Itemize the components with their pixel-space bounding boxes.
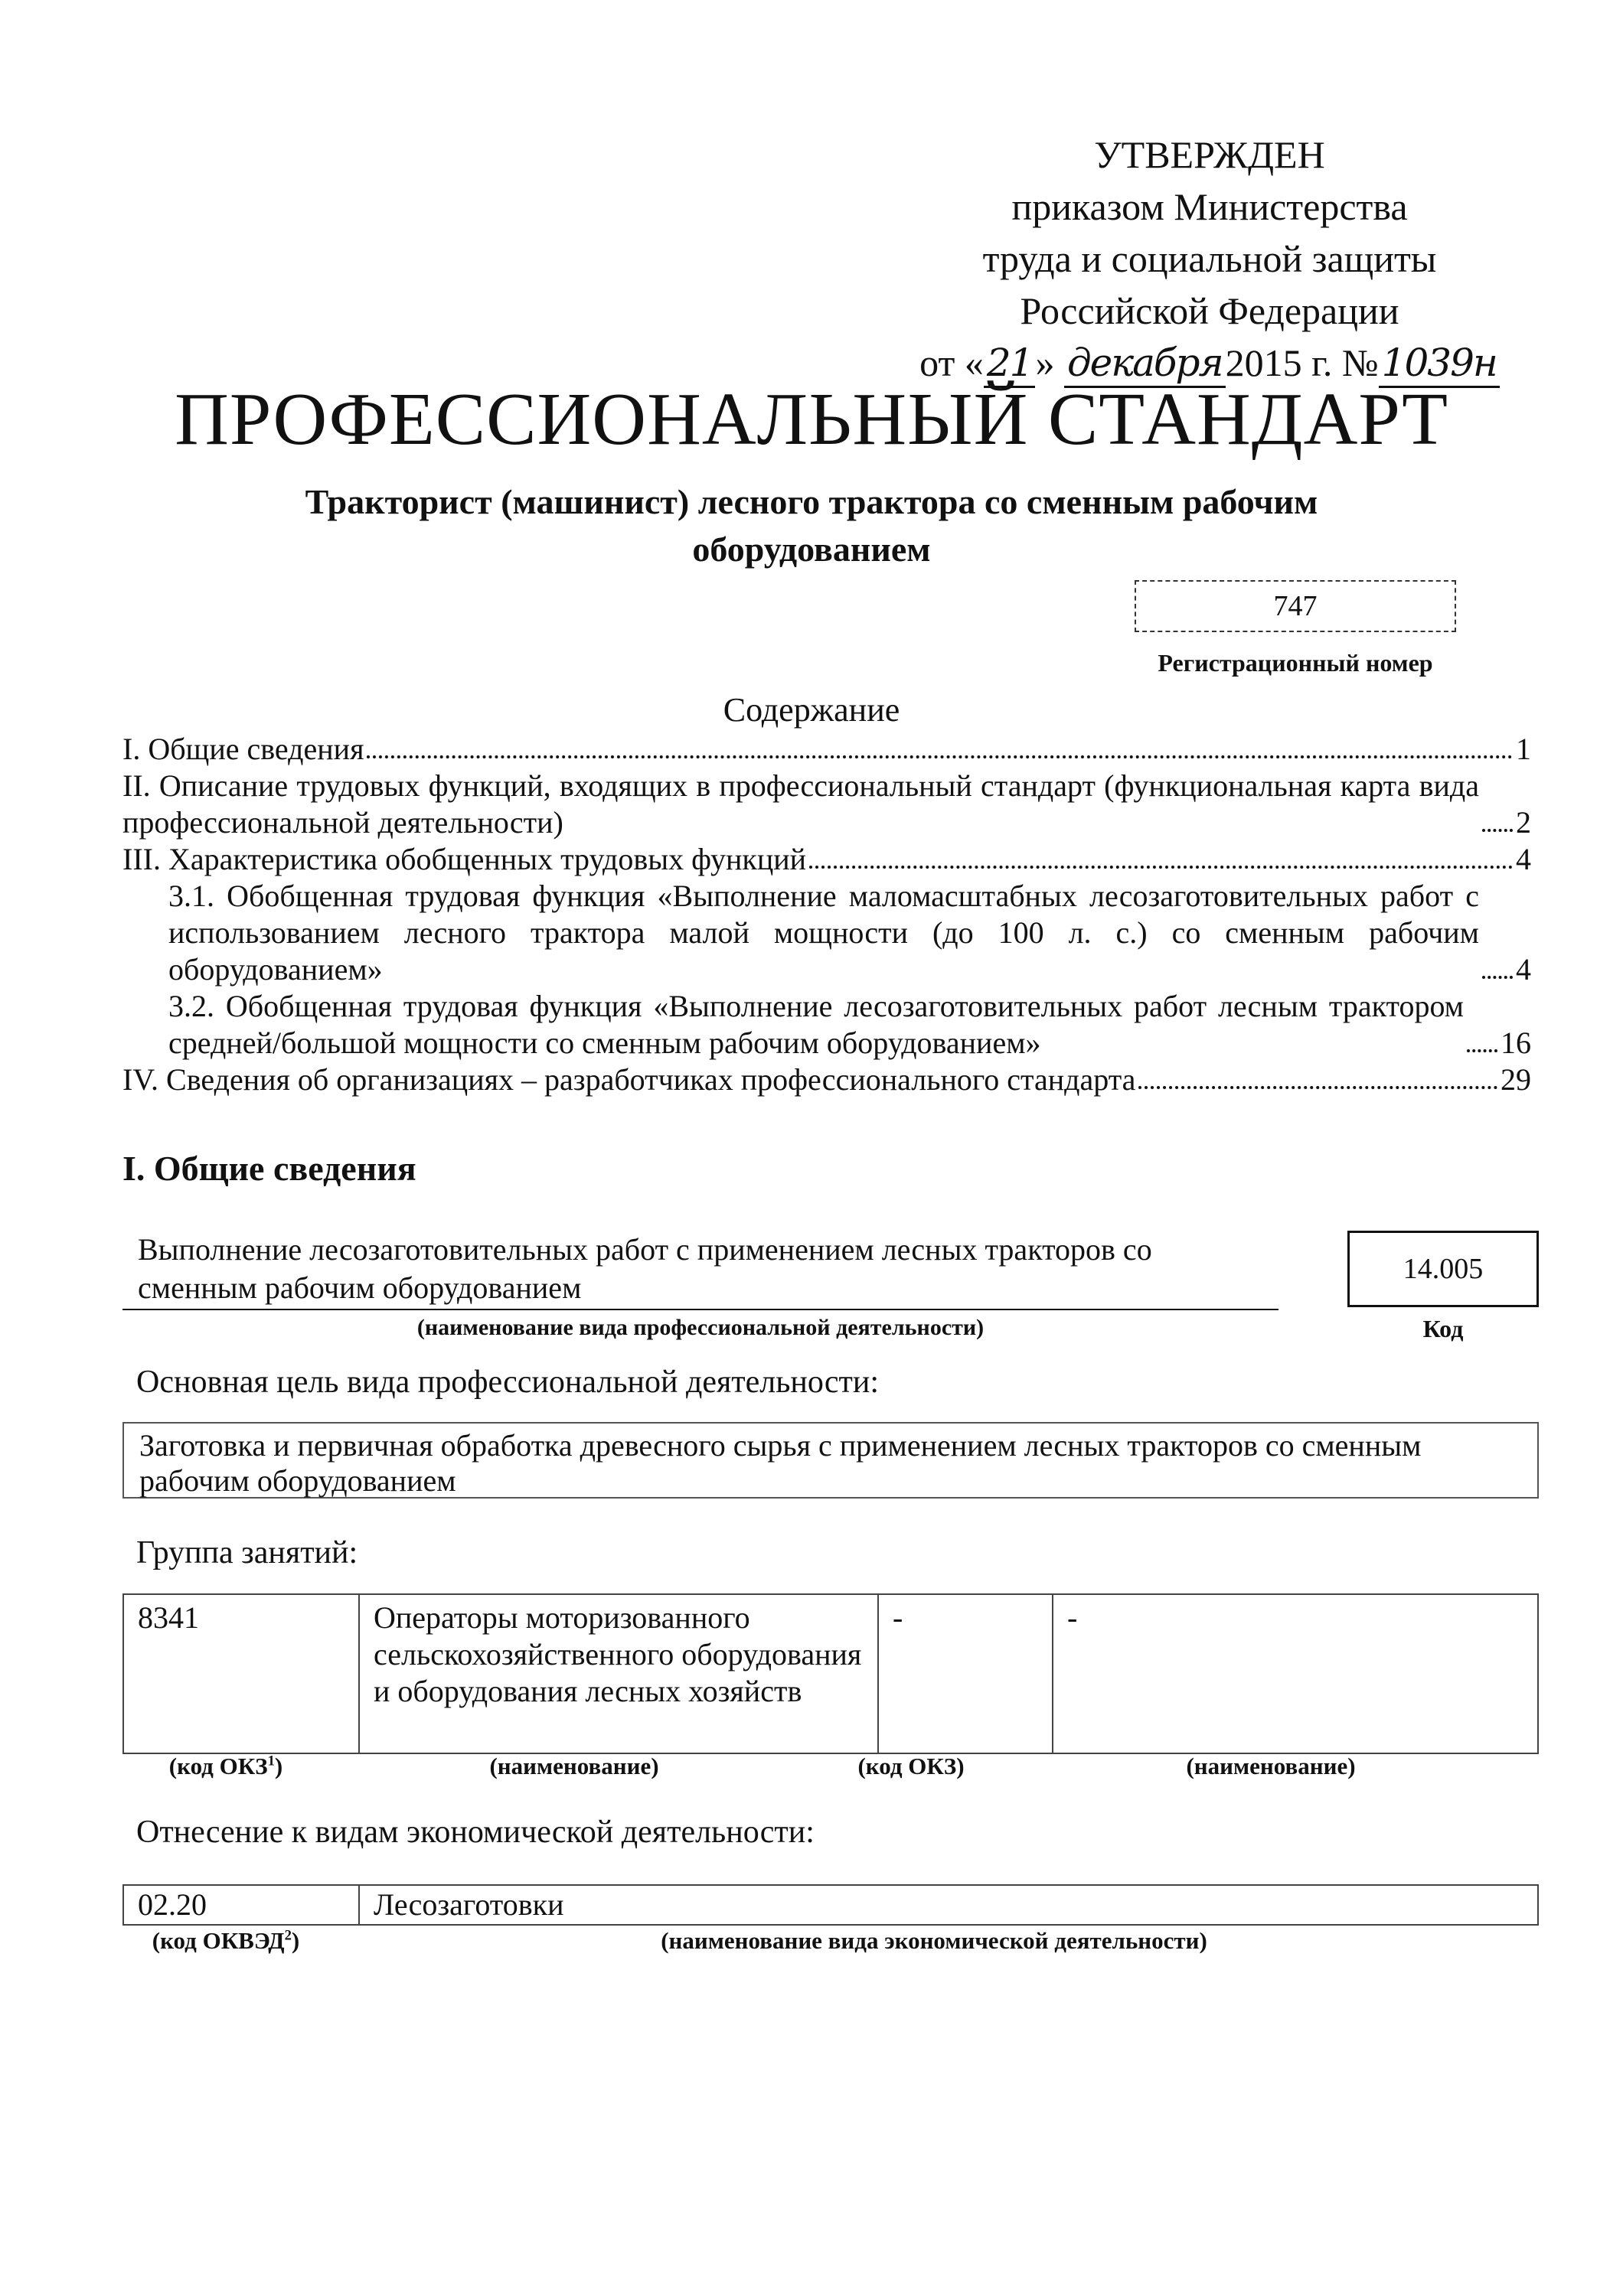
okved-code-caption: (код ОКВЭД$^2$): [152, 1927, 300, 1954]
activity-name: Выполнение лесозаготовительных работ с применением лесных тракторов со сменным рабочим оборудованием: [138, 1232, 1152, 1305]
occupation-group-label: Группа занятий:: [136, 1535, 358, 1570]
okz-name-caption: (наименование): [489, 1753, 659, 1779]
activity-caption: (наименование вида профессиональной деятельности): [416, 1315, 985, 1340]
toc-item-text: 3.1. Обобщенная трудовая функция «Выполнение маломасштабных лесозаготовительных работ с использованием лесного трактора малой мощности (до 100 л. с.) со сменным рабочим оборудованием»: [168, 879, 1479, 987]
toc-item-page: 4: [1516, 952, 1531, 987]
section-heading: I. Общие сведения: [122, 1149, 416, 1188]
okved-code-cell: 02.20: [123, 1885, 359, 1925]
toc-item-page: 16: [1501, 1026, 1531, 1060]
date-year: 2015 г. №: [1225, 341, 1379, 384]
economic-activity-label: Отнесение к видам экономической деятельности:: [136, 1815, 815, 1850]
registration-number-box: [1135, 580, 1456, 632]
approval-block: [919, 129, 1501, 389]
okz-code-cell-2: -: [878, 1594, 1053, 1753]
toc-heading: Содержание: [723, 691, 900, 729]
activity-code: 14.005: [1403, 1253, 1484, 1285]
okz-code-caption-2: (код ОКЗ): [857, 1753, 965, 1779]
date-mid: »: [1035, 341, 1055, 384]
activity-code-caption: Код: [1422, 1315, 1464, 1342]
okz-code-cell: 8341: [123, 1594, 359, 1753]
toc-item-4[interactable]: [122, 1062, 1531, 1098]
toc-item-page: 1: [1516, 732, 1531, 766]
okz-name-cell: Операторы моторизованного сельскохозяйственного оборудования и оборудования лесных хозяйств: [359, 1594, 878, 1753]
toc-dot-leader: [809, 866, 1513, 869]
date-day: 21: [984, 340, 1036, 388]
activity-code-box: [1347, 1231, 1539, 1307]
okz-code-caption: (код ОКЗ$^1$): [168, 1753, 283, 1779]
date-prefix: от «: [919, 341, 984, 384]
okved-name-caption: (наименование вида экономической деятельности): [661, 1927, 1207, 1954]
goal-label: Основная цель вида профессиональной деятельности:: [136, 1365, 880, 1400]
okved-name-cell: Лесозаготовки: [359, 1885, 1538, 1925]
registration-number: 747: [1273, 590, 1318, 622]
document-subtitle: [153, 478, 1470, 573]
occupation-group-table: [122, 1593, 1539, 1754]
table-row: [123, 1594, 1538, 1753]
okz-name-caption-2: (наименование): [1186, 1753, 1356, 1779]
toc-item-text: II. Описание трудовых функций, входящих в профессиональный стандарт (функциональная карта вида профессиональной деятельности): [122, 768, 1479, 840]
toc-item-2[interactable]: [122, 768, 1531, 841]
approval-line-4: Российской Федерации: [1020, 289, 1399, 332]
toc-item-page: 4: [1516, 842, 1531, 876]
toc-item-text: 3.2. Обобщенная трудовая функция «Выполнение лесозаготовительных работ лесным трактором средней/большой мощности со сменным рабочим оборудованием»: [168, 989, 1464, 1060]
approval-line-1: УТВЕРЖДЕН: [1094, 133, 1325, 176]
document-title: ПРОФЕССИОНАЛЬНЫЙ СТАНДАРТ: [175, 378, 1448, 461]
subtitle-line-1: Тракторист (машинист) лесного трактора со сменным рабочим: [305, 482, 1318, 521]
toc-dot-leader: [1482, 976, 1513, 979]
toc-item-3-1[interactable]: [122, 878, 1531, 988]
economic-activity-table: [122, 1884, 1539, 1926]
toc-item-3[interactable]: [122, 841, 1531, 878]
registration-number-label: Регистрационный номер: [1158, 649, 1433, 677]
table-row: [123, 1885, 1538, 1925]
toc-item-text: I. Общие сведения: [122, 732, 364, 766]
subtitle-line-2: оборудованием: [692, 530, 931, 569]
toc-item-page: 2: [1516, 805, 1531, 840]
toc-dot-leader: [1138, 1086, 1497, 1089]
table-of-contents: [122, 731, 1531, 1098]
date-month: декабря: [1064, 340, 1226, 388]
order-number: 1039н: [1379, 340, 1500, 388]
goal-text: Заготовка и первичная обработка древесного сырья с применением лесных тракторов со сменным рабочим оборудованием: [139, 1428, 1422, 1498]
toc-dot-leader: [1482, 829, 1513, 832]
toc-dot-leader: [367, 755, 1513, 758]
toc-item-page: 29: [1501, 1062, 1531, 1097]
goal-box: [122, 1422, 1539, 1499]
activity-underline: [122, 1309, 1278, 1310]
approval-line-2: приказом Министерства: [1011, 185, 1408, 228]
toc-dot-leader: [1467, 1049, 1497, 1052]
toc-item-text: III. Характеристика обобщенных трудовых функций: [122, 842, 807, 876]
okz-name-cell-2: -: [1053, 1594, 1538, 1753]
toc-item-1[interactable]: [122, 731, 1531, 768]
approval-line-3: труда и социальной защиты: [982, 237, 1437, 280]
toc-item-text: IV. Сведения об организациях – разработчиках профессионального стандарта: [122, 1062, 1136, 1097]
toc-item-3-2[interactable]: [122, 988, 1531, 1062]
